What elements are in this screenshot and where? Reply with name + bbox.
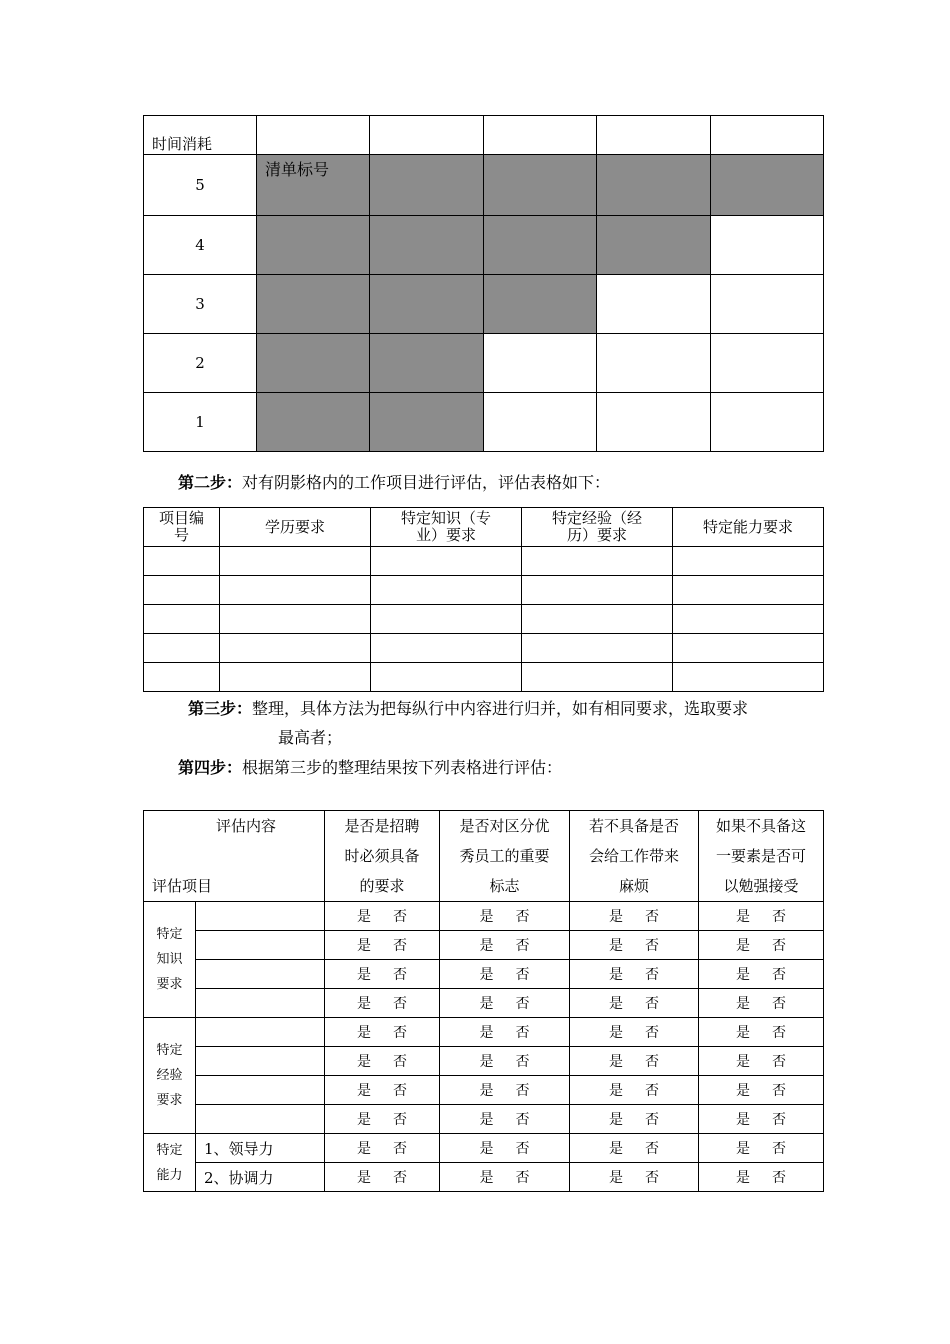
- no-option: 否: [393, 996, 407, 1012]
- grid-cell: [597, 334, 710, 393]
- yes-option: 是: [479, 938, 494, 954]
- yes-option: 是: [357, 909, 371, 925]
- table-row: [144, 634, 824, 663]
- table-row: [144, 1105, 824, 1134]
- column-header-text: 一要素是否可: [715, 847, 806, 865]
- table-row: [144, 931, 824, 960]
- yes-option: 是: [479, 1025, 494, 1041]
- yes-option: 是: [357, 938, 371, 954]
- no-option: 否: [515, 1141, 530, 1157]
- category-label: [144, 1018, 196, 1134]
- yes-no-cell: [570, 960, 699, 989]
- yes-option: 是: [357, 996, 371, 1012]
- yes-no-cell: [699, 1134, 824, 1163]
- yes-option: 是: [609, 1025, 623, 1041]
- yes-no-cell: [699, 931, 824, 960]
- column-header-text: 秀员工的重要: [459, 847, 550, 865]
- no-option: 否: [393, 1025, 407, 1041]
- table-cell: [522, 605, 673, 634]
- item-label: 1、领导力: [196, 1134, 325, 1163]
- yes-no-cell: [440, 902, 570, 931]
- yes-no-cell: [699, 1163, 824, 1192]
- yes-option: 是: [357, 967, 371, 983]
- column-header-text: 会给工作带来: [588, 847, 679, 865]
- item-label: [196, 1076, 325, 1105]
- table-cell: [220, 547, 371, 576]
- yes-no-cell: [699, 1076, 824, 1105]
- no-option: 否: [645, 1054, 659, 1070]
- table-cell: [220, 634, 371, 663]
- table-cell: [522, 576, 673, 605]
- yes-no-cell: [325, 1076, 440, 1105]
- table-cell: [144, 634, 220, 663]
- grid-row: [144, 393, 824, 452]
- yes-no-cell: [570, 1105, 699, 1134]
- grid-cell: [370, 116, 483, 155]
- no-option: 否: [772, 909, 786, 925]
- level-label: 1: [144, 393, 257, 452]
- table-row: [144, 576, 824, 605]
- item-label: [196, 989, 325, 1018]
- yes-no-cell: [570, 1134, 699, 1163]
- table-cell: [522, 547, 673, 576]
- column-header-text: 特定能力要求: [702, 517, 793, 536]
- no-option: 否: [645, 1112, 659, 1128]
- grid-row: [144, 216, 824, 275]
- shaded-cell: [257, 334, 370, 393]
- category-label-text: 要求: [156, 1093, 183, 1108]
- item-label: [196, 960, 325, 989]
- assessment-table: [143, 810, 824, 1192]
- column-header-text: 历）要求: [566, 526, 627, 544]
- column-header-text: 时必须具备: [344, 847, 420, 865]
- table-row: [144, 1018, 824, 1047]
- category-label-text: 特定: [156, 927, 183, 942]
- shaded-cell: [257, 275, 370, 334]
- step3-paragraph: [188, 696, 748, 719]
- column-header-text: 业）要求: [415, 526, 476, 544]
- yes-no-cell: [440, 931, 570, 960]
- no-option: 否: [393, 938, 407, 954]
- no-option: 否: [772, 996, 786, 1012]
- yes-option: 是: [609, 938, 623, 954]
- shaded-cell: [370, 275, 483, 334]
- column-header-text: 如果不具备这: [715, 817, 806, 835]
- yes-no-cell: [440, 1105, 570, 1134]
- column-header-text: 麻烦: [618, 877, 649, 895]
- yes-option: 是: [736, 938, 750, 954]
- shaded-cell: [257, 216, 370, 275]
- table-cell: [220, 605, 371, 634]
- yes-option: 是: [609, 1170, 623, 1186]
- step3-text: 整理，具体方法为把每纵行中内容进行归并，如有相同要求，选取要求: [252, 699, 749, 718]
- yes-option: 是: [609, 996, 623, 1012]
- item-label: [196, 1105, 325, 1134]
- shaded-cell: [257, 393, 370, 452]
- column-header-text: 号: [173, 526, 189, 544]
- column-header-text: 项目编: [158, 509, 204, 527]
- shaded-cell: [257, 155, 370, 216]
- yes-no-cell: [570, 902, 699, 931]
- column-header-text: 特定知识（专: [400, 509, 491, 527]
- step2-paragraph: [178, 470, 610, 493]
- no-option: 否: [515, 1054, 530, 1070]
- yes-no-cell: [570, 1076, 699, 1105]
- column-header: [325, 811, 440, 902]
- shaded-cell: [710, 155, 823, 216]
- grid-cell: [597, 116, 710, 155]
- step3-label: 第三步：: [188, 699, 253, 718]
- grid-cell: [257, 116, 370, 155]
- shaded-cell: [483, 216, 596, 275]
- no-option: 否: [772, 1141, 786, 1157]
- table-cell: [371, 634, 522, 663]
- no-option: 否: [515, 967, 530, 983]
- level-label: 2: [144, 334, 257, 393]
- grid-cell: [483, 116, 596, 155]
- no-option: 否: [393, 909, 407, 925]
- yes-option: 是: [736, 1083, 750, 1099]
- yes-no-cell: [440, 1076, 570, 1105]
- table-cell: [673, 576, 824, 605]
- step4-text: 根据第三步的整理结果按下列表格进行评估：: [242, 758, 563, 777]
- table-cell: [371, 605, 522, 634]
- no-option: 否: [515, 996, 530, 1012]
- category-label-text: 能力: [156, 1167, 183, 1183]
- table-cell: [220, 663, 371, 692]
- table-cell: [371, 547, 522, 576]
- yes-option: 是: [479, 1083, 494, 1099]
- table-cell: [522, 663, 673, 692]
- grid-cell: [710, 334, 823, 393]
- yes-option: 是: [357, 1112, 371, 1128]
- yes-option: 是: [479, 1112, 494, 1128]
- yes-option: 是: [357, 1054, 371, 1070]
- no-option: 否: [515, 938, 530, 954]
- yes-no-cell: [440, 989, 570, 1018]
- step4-paragraph: [178, 755, 562, 778]
- yes-no-cell: [440, 1163, 570, 1192]
- yes-no-cell: [325, 989, 440, 1018]
- column-header-text: 学历要求: [264, 517, 325, 536]
- yes-no-cell: [699, 1047, 824, 1076]
- yes-option: 是: [736, 1112, 750, 1128]
- table-row: [144, 663, 824, 692]
- yes-no-cell: [699, 1105, 824, 1134]
- yes-option: 是: [479, 967, 494, 983]
- table-row: [144, 902, 824, 931]
- shaded-cell: [483, 275, 596, 334]
- yes-no-cell: [440, 1018, 570, 1047]
- grid-cell: [710, 116, 823, 155]
- no-option: 否: [393, 967, 407, 983]
- no-option: 否: [645, 909, 659, 925]
- yes-no-cell: [325, 960, 440, 989]
- no-option: 否: [772, 1025, 786, 1041]
- column-header-text: 是否对区分优: [459, 817, 550, 835]
- category-label: [144, 902, 196, 1018]
- table-row: [144, 960, 824, 989]
- level-label: 4: [144, 216, 257, 275]
- item-label: [196, 931, 325, 960]
- column-header: [570, 811, 699, 902]
- no-option: 否: [772, 967, 786, 983]
- step3-paragraph-continued: 最高者；: [278, 728, 343, 747]
- column-header-text: 若不具备是否: [588, 817, 679, 835]
- column-header: [440, 811, 570, 902]
- grid-row: [144, 275, 824, 334]
- yes-option: 是: [609, 909, 623, 925]
- no-option: 否: [772, 1054, 786, 1070]
- column-header: [522, 508, 673, 547]
- yes-no-cell: [570, 931, 699, 960]
- grid-cell: [597, 275, 710, 334]
- yes-no-cell: [440, 1047, 570, 1076]
- table-cell: [522, 634, 673, 663]
- table-cell: [220, 576, 371, 605]
- yes-option: 是: [479, 1170, 494, 1186]
- column-header: [371, 508, 522, 547]
- no-option: 否: [645, 1170, 659, 1186]
- table-cell: [144, 576, 220, 605]
- yes-no-cell: [325, 1134, 440, 1163]
- no-option: 否: [515, 909, 530, 925]
- corner-header-top: 评估内容: [216, 817, 277, 835]
- no-option: 否: [393, 1083, 407, 1099]
- category-label-text: 特定: [156, 1142, 183, 1158]
- yes-no-cell: [325, 1018, 440, 1047]
- no-option: 否: [515, 1112, 530, 1128]
- shaded-cell: [483, 155, 596, 216]
- grid-cell: [597, 393, 710, 452]
- no-option: 否: [393, 1141, 407, 1157]
- yes-no-cell: [699, 902, 824, 931]
- shaded-cell: [370, 334, 483, 393]
- step4-label: 第四步：: [178, 758, 243, 777]
- no-option: 否: [393, 1054, 407, 1070]
- item-label: 2、协调力: [196, 1163, 325, 1192]
- item-label: [196, 1047, 325, 1076]
- column-header-text: 特定经验（经: [551, 509, 642, 527]
- category-label: [144, 1134, 196, 1192]
- column-header-text: 以勉强接受: [723, 877, 799, 895]
- table-cell: [144, 547, 220, 576]
- yes-option: 是: [736, 1054, 750, 1070]
- corner-header-cell: [144, 811, 325, 902]
- no-option: 否: [772, 1170, 786, 1186]
- no-option: 否: [772, 1083, 786, 1099]
- table-cell: [144, 663, 220, 692]
- grid-cell: [710, 275, 823, 334]
- table-row: [144, 605, 824, 634]
- list-number-label: 清单标号: [265, 160, 330, 179]
- column-header-text: 标志: [489, 877, 520, 895]
- time-consumption-table: [143, 115, 824, 452]
- yes-option: 是: [736, 967, 750, 983]
- table-row: [144, 1163, 824, 1192]
- yes-option: 是: [736, 1141, 750, 1157]
- category-label-text: 经验: [156, 1068, 183, 1083]
- step2-text: 对有阴影格内的工作项目进行评估，评估表格如下：: [242, 473, 611, 492]
- yes-no-cell: [570, 1163, 699, 1192]
- shaded-cell: [597, 155, 710, 216]
- item-label: [196, 1018, 325, 1047]
- column-header-text: 是否是招聘: [344, 817, 420, 835]
- no-option: 否: [393, 1170, 407, 1186]
- table-row: [144, 1047, 824, 1076]
- category-label-text: 特定: [156, 1043, 183, 1058]
- yes-no-cell: [699, 960, 824, 989]
- no-option: 否: [515, 1083, 530, 1099]
- column-header: [673, 508, 824, 547]
- table-cell: [673, 663, 824, 692]
- yes-option: 是: [479, 1054, 494, 1070]
- yes-option: 是: [479, 1141, 494, 1157]
- no-option: 否: [645, 1083, 659, 1099]
- no-option: 否: [393, 1112, 407, 1128]
- table-cell: [673, 547, 824, 576]
- shaded-cell: [597, 216, 710, 275]
- yes-no-cell: [570, 1018, 699, 1047]
- grid-cell: [710, 216, 823, 275]
- yes-option: 是: [357, 1025, 371, 1041]
- table-cell: [371, 576, 522, 605]
- grid-cell: [483, 334, 596, 393]
- yes-no-cell: [325, 902, 440, 931]
- yes-no-cell: [325, 931, 440, 960]
- no-option: 否: [772, 1112, 786, 1128]
- yes-no-cell: [440, 960, 570, 989]
- table-cell: [673, 605, 824, 634]
- grid-row: [144, 334, 824, 393]
- step2-label: 第二步：: [178, 473, 243, 492]
- no-option: 否: [645, 996, 659, 1012]
- item-label: [196, 902, 325, 931]
- table-row: [144, 1076, 824, 1105]
- yes-option: 是: [736, 909, 750, 925]
- no-option: 否: [772, 938, 786, 954]
- no-option: 否: [645, 967, 659, 983]
- yes-no-cell: [440, 1134, 570, 1163]
- corner-header-bottom: 评估项目: [152, 877, 213, 895]
- yes-option: 是: [736, 1025, 750, 1041]
- column-header: [699, 811, 824, 902]
- category-label-text: 要求: [156, 977, 183, 992]
- level-label: 3: [144, 275, 257, 334]
- grid-row: [144, 155, 824, 216]
- yes-no-cell: [570, 989, 699, 1018]
- shaded-cell: [370, 216, 483, 275]
- yes-no-cell: [325, 1047, 440, 1076]
- category-label-text: 知识: [156, 952, 183, 967]
- no-option: 否: [515, 1025, 530, 1041]
- column-header: [220, 508, 371, 547]
- yes-option: 是: [609, 1141, 623, 1157]
- table-row: [144, 547, 824, 576]
- no-option: 否: [645, 1141, 659, 1157]
- yes-no-cell: [699, 1018, 824, 1047]
- yes-option: 是: [736, 996, 750, 1012]
- yes-option: 是: [479, 909, 494, 925]
- no-option: 否: [645, 938, 659, 954]
- shaded-cell: [370, 393, 483, 452]
- yes-option: 是: [357, 1083, 371, 1099]
- table-cell: [673, 634, 824, 663]
- table-row: [144, 1134, 824, 1163]
- grid-cell: [483, 393, 596, 452]
- yes-option: 是: [736, 1170, 750, 1186]
- yes-option: 是: [609, 1112, 623, 1128]
- shaded-cell: [370, 155, 483, 216]
- yes-no-cell: [570, 1047, 699, 1076]
- table-cell: [371, 663, 522, 692]
- yes-option: 是: [357, 1141, 371, 1157]
- grid-cell: [710, 393, 823, 452]
- column-header: [144, 508, 220, 547]
- yes-option: 是: [479, 996, 494, 1012]
- yes-option: 是: [609, 1083, 623, 1099]
- yes-no-cell: [325, 1105, 440, 1134]
- level-label: 5: [144, 155, 257, 216]
- table-cell: [144, 605, 220, 634]
- yes-option: 是: [609, 1054, 623, 1070]
- yes-option: 是: [609, 967, 623, 983]
- yes-no-cell: [325, 1163, 440, 1192]
- evaluation-table: [143, 507, 824, 692]
- no-option: 否: [645, 1025, 659, 1041]
- time-consumption-header: 时间消耗: [144, 116, 257, 155]
- column-header-text: 的要求: [359, 877, 405, 895]
- table-row: [144, 989, 824, 1018]
- yes-no-cell: [699, 989, 824, 1018]
- no-option: 否: [515, 1170, 530, 1186]
- yes-option: 是: [357, 1170, 371, 1186]
